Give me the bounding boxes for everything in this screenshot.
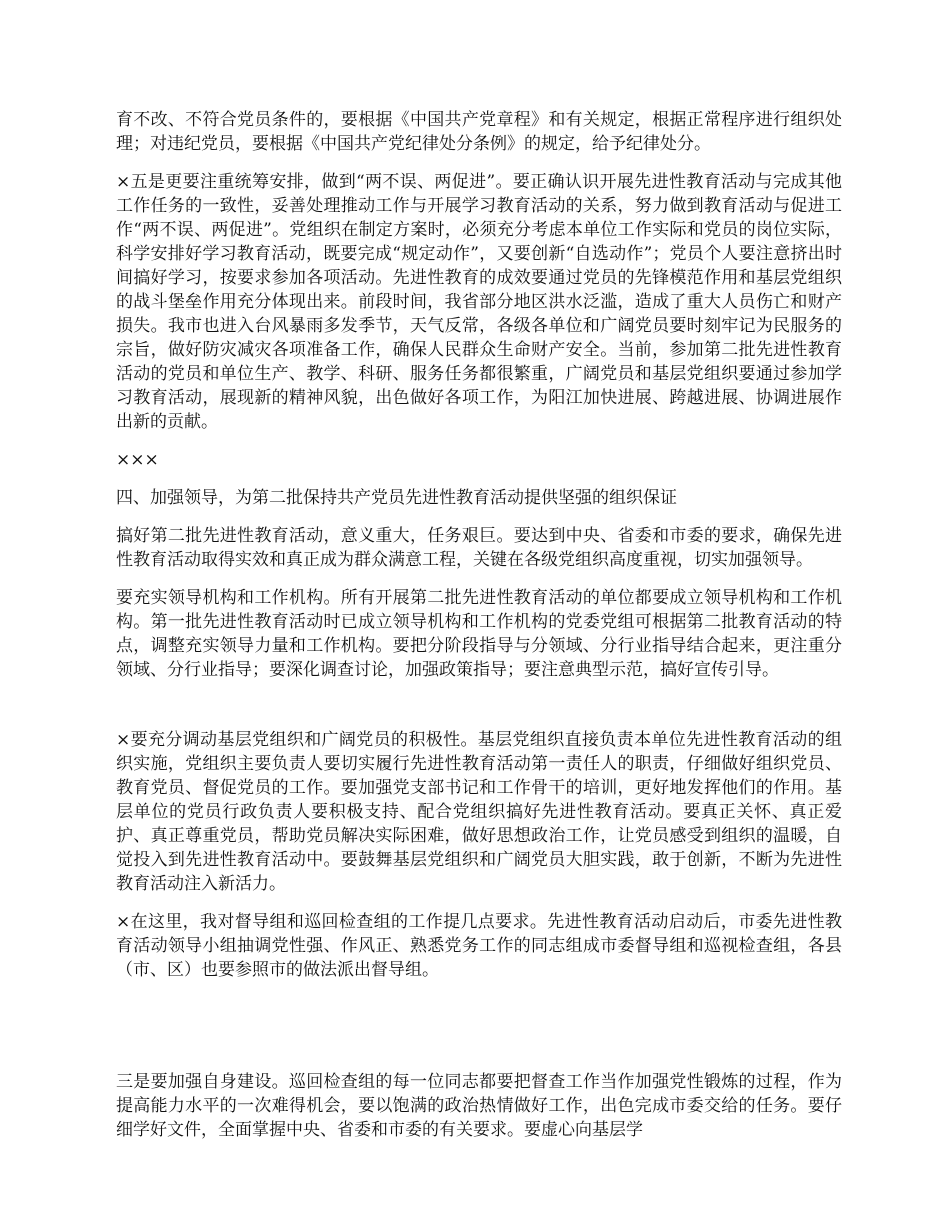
paragraph-inspection-requirements: ×在这里，我对督导组和巡回检查组的工作提几点要求。先进性教育活动启动后，市委先进性教育活动领导小组抽调党性强、作风正、熟悉党务工作的同志组成市委督导组和巡视检查组，各县（市、区）也要参照市的做法派出督导组。 xyxy=(116,912,842,980)
section-heading: 四、加强领导，为第二批保持共产党员先进性教育活动提供坚强的组织保证 xyxy=(116,488,677,508)
paragraph-coordination: ×五是更要注重统筹安排，做到“两不误、两促进”。要正确认识开展先进性教育活动与完成其他工作任务的一致性，妥善处理推动工作与开展学习教育活动的关系，努力做到教育活动与促进工作“两不误、两促进”。党组织在制定方案时，必须充分考虑本单位工作实际和党员的岗位实际，科学安排好学习教育活动，既要完成“规定动作”，又要创新“自选动作”；党员个人要注意挤出时间搞好学习，按要求参加各项活动。先进性教育的成效要通过党员的先锋模范作用和基层党组织的战斗堡垒作用充分体现出来。前段时间，我省部分地区洪水泛滥，造成了重大人员伤亡和财产损失。我市也进入台风暴雨多发季节，天气反常，各级各单位和广阔党员要时刻牢记为民服务的宗旨，做好防灾减灾各项准备工作，确保人民群众生命财产安全。当前，参加第二批先进性教育活动的党员和单位生产、教学、科研、服务任务都很繁重，广阔党员和基层党组织要通过参加学习教育活动，展现新的精神风貌，出色做好各项工作，为阳江加快进展、跨越进展、协调进展作出新的贡献。 xyxy=(116,172,842,432)
paragraph-discipline: 育不改、不符合党员条件的，要根据《中国共产党章程》和有关规定，根据正常程序进行组织处理；对违纪党员，要根据《中国共产党纪律处分条例》的规定，给予纪律处分。 xyxy=(116,110,842,154)
section-separator: ××× xyxy=(116,450,159,470)
paragraph-grassroots: ×要充分调动基层党组织和广阔党员的积极性。基层党组织直接负责本单位先进性教育活动的组织实施，党组织主要负责人要切实履行先进性教育活动第一责任人的职责，仔细做好组织党员、教育党员、督促党员的工作。要加强党支部书记和工作骨干的培训，更好地发挥他们的作用。基层单位的党员行政负责人要积极支持、配合党组织搞好先进性教育活动。要真正关怀、真正爱护、真正尊重党员，帮助党员解决实际困难，做好思想政治工作，让党员感受到组织的温暖，自觉投入到先进性教育活动中。要鼓舞基层党组织和广阔党员大胆实践，敢于创新，不断为先进性教育活动注入新活力。 xyxy=(116,730,842,894)
paragraph-leadership-bodies: 要充实领导机构和工作机构。所有开展第二批先进性教育活动的单位都要成立领导机构和工作机构。第一批先进性教育活动时已成立领导机构和工作机构的党委党组可根据第二批教育活动的特点，调整充实领导力量和工作机构。要把分阶段指导与分领域、分行业指导结合起来，更注重分领域、分行业指导；要深化调查讨论，加强政策指导；要注意典型示范，搞好宣传引导。 xyxy=(116,588,842,680)
document-page xyxy=(116,108,842,1156)
paragraph-self-building: 三是要加强自身建设。巡回检查组的每一位同志都要把督查工作当作加强党性锻炼的过程，作为提高能力水平的一次难得机会，要以饱满的政治热情做好工作，出色完成市委交给的任务。要仔细学好文件，全面掌握中央、省委和市委的有关要求。要虚心向基层学 xyxy=(116,1072,842,1140)
paragraph-leadership-intro: 搞好第二批先进性教育活动，意义重大，任务艰巨。要达到中央、省委和市委的要求，确保先进性教育活动取得实效和真正成为群众满意工程，关键在各级党组织高度重视，切实加强领导。 xyxy=(116,526,842,570)
